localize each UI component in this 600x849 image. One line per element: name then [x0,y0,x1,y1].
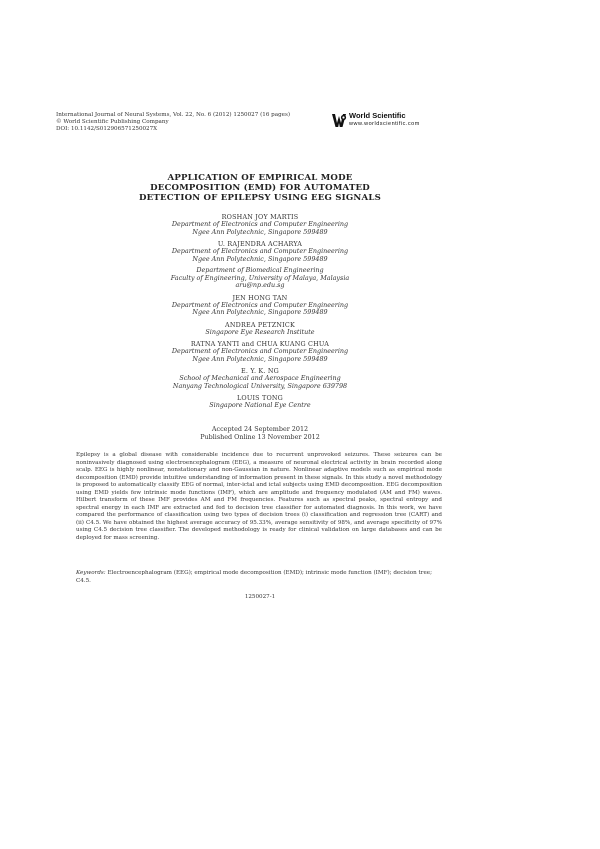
keywords-label: Keywords: [76,570,106,576]
author-list [80,213,440,414]
author-block [80,340,440,363]
author-affiliation: Department of Electronics and Computer Engineering [171,220,349,228]
author-block [80,367,440,390]
journal-citation: International Journal of Neural Systems, Vol. 22, No. 6 (2012) 1250027 (16 pages) [56,112,291,118]
keywords-text: Electroencephalogram (EEG); empirical mode decomposition (EMD); intrinsic mode function (IMF); decision tree; C4.5. [76,570,432,584]
author-block [80,394,440,410]
author-affiliation: Ngee Ann Polytechnic, Singapore 599489 [192,254,328,263]
title-line: DECOMPOSITION (EMD) FOR AUTOMATED [150,183,370,193]
author-affiliation: Ngee Ann Polytechnic, Singapore 599489 [192,308,328,316]
world-scientific-logo-icon [332,112,347,128]
author-block [80,240,440,263]
author-affiliation: Department of Electronics and Computer Engineering [171,347,349,355]
journal-info [56,112,290,133]
author-block [80,294,440,317]
journal-copyright: © World Scientific Publishing Company [56,119,169,125]
author-affiliation: Nanyang Technological University, Singapore 639798 [172,381,348,390]
author-block [80,213,440,236]
author-block [80,267,440,290]
publisher-url[interactable]: www.worldscientific.com [349,121,420,127]
title-line: DETECTION OF EPILEPSY USING EEG SIGNALS [138,193,381,203]
publisher-name: World Scientific [349,111,406,120]
author-affiliation: Department of Biomedical Engineering [196,266,324,274]
author-affiliation: Singapore Eye Research Institute [205,327,315,336]
title-line: APPLICATION OF EMPIRICAL MODE [167,173,353,183]
publication-dates [80,425,440,441]
author-affiliation: Ngee Ann Polytechnic, Singapore 599489 [192,354,328,363]
page-number: 1250027-1 [244,594,276,600]
author-affiliation: Singapore National Eye Centre [209,401,311,409]
author-name: E. Y. K. NG [241,367,279,375]
author-affiliation: Ngee Ann Polytechnic, Singapore 599489 [192,227,328,236]
author-affiliation: Department of Electronics and Computer Engineering [171,247,349,255]
keywords [76,570,442,585]
author-name: JEN HONG TAN [232,293,288,302]
author-name: U. RAJENDRA ACHARYA [217,240,303,248]
author-name: LOUIS TONG [236,394,283,402]
author-block [80,321,440,337]
publisher-logo [332,111,420,131]
accepted-date: Accepted 24 September 2012 [211,425,309,433]
paper-title [80,173,440,203]
journal-doi[interactable]: DOI: 10.1142/S012906571250027X [56,126,158,132]
author-affiliation: Faculty of Engineering, University of Malaya, Malaysia [170,273,350,282]
author-name: RATNA YANTI and CHUA KUANG CHUA [190,340,330,348]
author-email[interactable]: aru@np.edu.sg [235,281,285,289]
author-affiliation: Department of Electronics and Computer Engineering [171,300,349,309]
author-name: ROSHAN JOY MARTIS [221,213,299,221]
abstract: Epilepsy is a global disease with considerable incidence due to recurrent unprovoked seizures. These seizures can be noninvasively diagnosed using electroencephalogram (EEG), a measure of neuronal electrical activity in brain recorded along scalp. EEG is highly nonlinear, nonstationary and non-Gaussian in nature. Nonlinear adaptive models such as empirical mode decomposition (EMD) provide intuitive understanding of information present in these signals. In this study a novel methodology is proposed to automatically classify EEG of normal, inter-ictal and ictal subjects using EMD decomposition. EEG decomposition using EMD yields few intrinsic mode functions (IMF), which are amplitude and frequency modulated (AM and FM) waves. Hilbert transform of these IMF provides AM and FM frequencies. Features such as spectral peaks, spectral entropy and spectral energy in each IMF are extracted and fed to decision tree classifier for automated diagnosis. In this work, we have compared the performance of classification using two types of decision trees (i) classification and regression tree (CART) and (ii) C4.5. We have obtained the highest average accuracy of 95.33%, average sensitivity of 98%, and average specificity of 97% using C4.5 decision tree classifier. The developed methodology is ready for clinical validation on large databases and can be deployed for mass screening. [76,452,442,541]
published-date: Published Online 13 November 2012 [200,433,320,441]
author-affiliation: School of Mechanical and Aerospace Engineering [179,374,341,382]
author-name: ANDREA PETZNICK [225,320,295,329]
